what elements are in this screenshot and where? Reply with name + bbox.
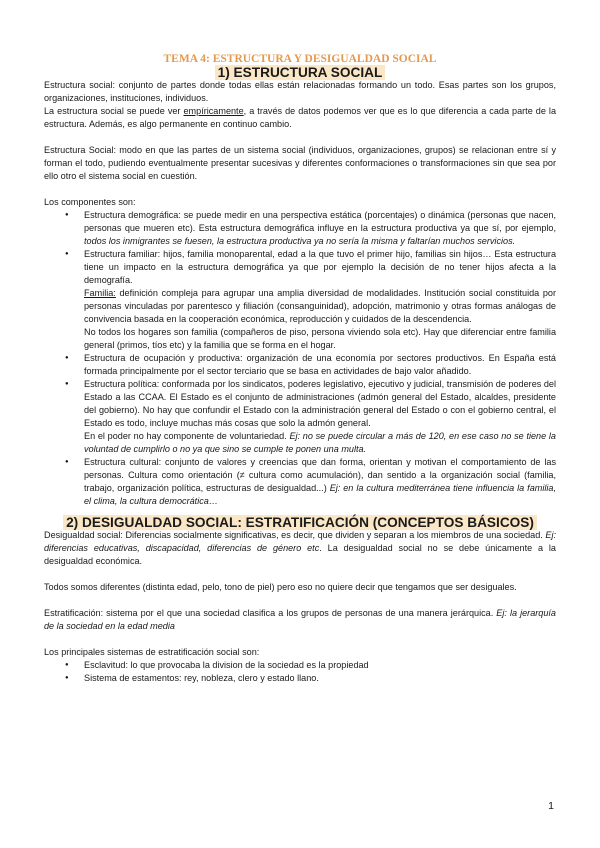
page-number: 1 [548, 800, 554, 812]
demografica-text: Estructura demográfica: se puede medir en una perspectiva estática (porcentajes) o dinámica (personas que nacen, personas que mueren etc). Esta estructura demográfica influye en la estructura productiva ya que sí, por ejemplo, [84, 210, 556, 233]
familia-text: definición compleja para agrupar una amplia diversidad de modalidades. Institución social constituida por personas vinculadas por parentesco y filiación (consanguinidad), adopción, matrimonio y otras formas análogas de convivencia basada en la cooperación económica, reproducción y cuidados de la descendencia. [84, 288, 556, 324]
list-item-familiar [84, 248, 556, 352]
list-item-ocupacion: ● Estructura de ocupación y productiva: organización de una economía por sectores productivos. En España está formada principalmente por el sector terciario que se basa en actividades de bajo valor añadido. [84, 352, 556, 378]
familia-definition [84, 287, 556, 326]
estrat-example: Ej: la jerarquía de la sociedad en la edad media [44, 608, 556, 631]
todos-diferentes: Todos somos diferentes (distinta edad, pelo, tono de piel) pero eso no quiere decir que tengamos que ser desiguales. [44, 582, 517, 592]
list-item-esclavitud: ● Esclavitud: lo que provocaba la division de la sociedad es la propiedad [84, 659, 556, 672]
list-item-estamentos: ● Sistema de estamentos: rey, nobleza, clero y estado llano. [84, 672, 556, 685]
estratificacion-definition [44, 607, 556, 633]
demografica-example: todos los inmigrantes se fuesen, la estructura productiva ya no sería la misma y faltarían muchos servicios. [84, 236, 516, 246]
document-title: TEMA 4: ESTRUCTURA Y DESIGUALDAD SOCIAL [163, 53, 437, 65]
document-page [44, 52, 556, 685]
components-intro: Los componentes son: [44, 197, 136, 207]
estrat-text-a: Estratificación: sistema por el que una sociedad clasifica a los grupos de personas de una manera jerárquica. [44, 608, 497, 618]
structure-definition-3: Estructura Social: modo en que las partes de un sistema social (individuos, organizaciones, grupos) se relacionan entre sí y forman el todo, pudiendo eventualmente presentar sucesivas y diferentes conformaciones o transformaciones sin que sea por ello otro el sistema social en cuestión. [44, 145, 556, 181]
desig-example: Ej: diferencias educativas, discapacidad, diferencias de género etc [44, 530, 556, 553]
sistemas-list [44, 659, 556, 685]
def2-underlined: empíricamente [183, 106, 244, 116]
politica-text: ● Estructura política: conformada por los sindicatos, poderes legislativo, ejecutivo y judicial, transmisión de poderes del Estado a las CCAA. El Estado es el conjunto de administraciones (admón general del Estado, alcaldes, presidente del gobierno). No hay que confundir el Estado con la administración general del Estado o con el gobierno central, el Estado es todo, incluye muchas más cosas que solo la admón general. [84, 379, 556, 428]
cultural-example: Ej: en la cultura mediterránea tiene influencia la familia, el clima, la cultura democrática… [84, 483, 556, 506]
section-1-heading [44, 66, 556, 79]
poder-example: Ej: no se puede circular a más de 120, en ese caso no se tiene la voluntad de cumplirlo o no ya que sino se cumple te ponen una multa. [84, 431, 556, 454]
sistemas-intro: Los principales sistemas de estratificación social son: [44, 647, 260, 657]
hogares-text: No todos los hogares son familia (compañeros de piso, persona viviendo sola etc). Hay que diferenciar entre familia general (primos, tíos etc) y la familia que se forma en el hogar. [84, 327, 556, 350]
desig-text-a: Desigualdad social: Diferencias socialmente significativas, es decir, que dividen y separan a los miembros de una sociedad. [44, 530, 546, 540]
section-2-heading [44, 516, 556, 529]
components-list [44, 209, 556, 508]
familia-label: Familia: [84, 288, 116, 298]
section-1-heading-text: 1) ESTRUCTURA SOCIAL [215, 65, 386, 80]
familiar-text: ● Estructura familiar: hijos, familia monoparental, edad a la que tuvo el primer hijo, familias sin hijos… Esta estructura tiene un impacto en la estructura demográfica ya que por ejemplo la decisión de no tener hijos afecta a la demografía. [84, 249, 556, 285]
list-item-politica [84, 378, 556, 456]
def2-text-a: La estructura social se puede ver [44, 106, 184, 116]
structure-definition-2 [44, 105, 556, 131]
poder-text-a: En el poder no hay componente de voluntariedad. [84, 431, 290, 441]
desigualdad-definition [44, 529, 556, 568]
desig-text-b: . La desigualdad social no se debe únicamente a la desigualdad económica. [44, 543, 556, 566]
poder-text [84, 430, 556, 456]
list-item-demografica [84, 209, 556, 248]
list-item-cultural [84, 456, 556, 508]
cultural-text: Estructura cultural: conjunto de valores y creencias que dan forma, orientan y motivan el comportamiento de las personas. Cultura como orientación (≠ cultura como acumulación), dan sentido a la organización social (familia, trabajo, organización política, estructuras de desigualdad...) [84, 457, 556, 493]
section-2-heading-text: 2) DESIGUALDAD SOCIAL: ESTRATIFICACIÓN (CONCEPTOS BÁSICOS) [63, 515, 537, 530]
structure-definition-1: Estructura social: conjunto de partes donde todas ellas están relacionadas formando un todo. Esas partes son los grupos, organizaciones, instituciones, individuos. [44, 80, 556, 103]
def2-text-b: , a través de datos podemos ver que es lo que diferencia a cada parte de la estructura. Además, es algo permanente en continuo cambio. [44, 106, 556, 129]
